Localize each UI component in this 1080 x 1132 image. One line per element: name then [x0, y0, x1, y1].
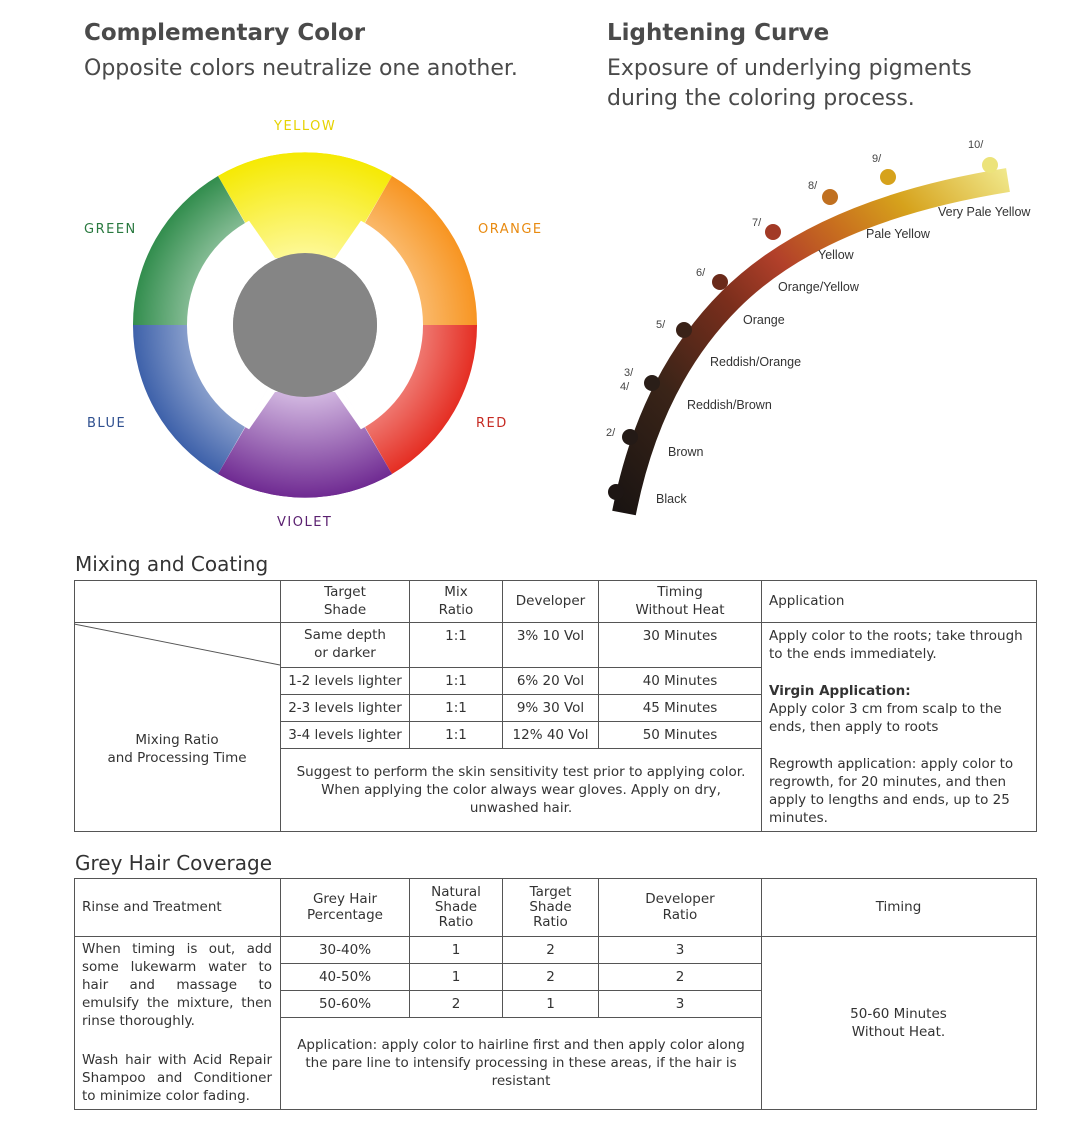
- mixing-title: Mixing and Coating: [75, 552, 269, 576]
- row4-timing: 50 Minutes: [642, 727, 718, 743]
- pigment-black: Black: [656, 492, 687, 506]
- lightening-subtitle-2: during the coloring process.: [607, 86, 915, 111]
- knob-9: [880, 169, 896, 185]
- row4-ratio: 1:1: [445, 727, 467, 743]
- level-9: 9/: [872, 153, 882, 165]
- grey-row2-pct: 40-50%: [318, 969, 372, 985]
- row1-timing: 30 Minutes: [642, 628, 718, 644]
- row2-developer: 6% 20 Vol: [516, 673, 585, 689]
- pigment-reddish-brown: Reddish/Brown: [687, 398, 772, 412]
- level-6: 6/: [696, 267, 706, 279]
- pigment-very-pale-yellow: Very Pale Yellow: [938, 205, 1031, 219]
- header-application: Application: [769, 593, 845, 609]
- header-target-shade: Target Shade: [323, 584, 367, 618]
- knob-6: [712, 274, 728, 290]
- header-grey-pct: Grey Hair Percentage: [307, 891, 383, 923]
- label-orange: ORANGE: [478, 222, 543, 237]
- grey-row1-developer: 3: [675, 942, 685, 958]
- mixing-note: Suggest to perform the skin sensitivity test prior to applying color. When applying the color always wear gloves. Apply on dry, unwashed hair.: [296, 764, 746, 816]
- row2-timing: 40 Minutes: [642, 673, 718, 689]
- application-first: Apply color to the roots; take through to the ends immediately.: [769, 628, 1023, 662]
- grey-row1-target: 2: [546, 942, 555, 958]
- grey-table: [74, 878, 1037, 1110]
- complementary-title: Complementary Color: [84, 20, 366, 46]
- knob-10: [982, 157, 998, 173]
- grey-title: Grey Hair Coverage: [75, 851, 273, 875]
- grey-row1-pct: 30-40%: [318, 942, 372, 958]
- knob-5: [676, 322, 692, 338]
- virgin-heading: Virgin Application:: [769, 683, 911, 699]
- pigment-reddish-orange: Reddish/Orange: [710, 355, 802, 369]
- row3-shade: 2-3 levels lighter: [288, 700, 402, 716]
- grey-row3-developer: 3: [675, 996, 685, 1012]
- header-target: Target Shade Ratio: [529, 883, 572, 930]
- row4-shade: 3-4 levels lighter: [288, 727, 402, 743]
- row1-ratio: 1:1: [445, 628, 467, 644]
- row1-developer: 3% 10 Vol: [516, 628, 585, 644]
- level-10: 10/: [968, 139, 984, 151]
- row1-shade: Same depth or darker: [304, 627, 386, 661]
- header-natural: Natural Shade Ratio: [431, 883, 481, 930]
- header-rinse: Rinse and Treatment: [82, 899, 222, 915]
- lightening-curve: [0, 0, 1080, 530]
- level-4: 4/: [620, 381, 630, 393]
- pigment-brown: Brown: [668, 445, 704, 459]
- grey-row3-target: 1: [546, 996, 555, 1012]
- lightening-title: Lightening Curve: [607, 20, 830, 46]
- level-3: 3/: [624, 367, 634, 379]
- row3-timing: 45 Minutes: [642, 700, 718, 716]
- row2-ratio: 1:1: [445, 673, 467, 689]
- grey-row1-natural: 1: [451, 942, 461, 958]
- virgin-text: Apply color 3 cm from scalp to the ends, then apply to roots: [769, 701, 1002, 735]
- pigment-yellow: Yellow: [818, 248, 854, 262]
- header-timing: Timing Without Heat: [635, 584, 725, 618]
- diagonal-line: [74, 622, 281, 667]
- level-8: 8/: [808, 180, 818, 192]
- grey-timing-value: 50-60 Minutes Without Heat.: [850, 1006, 947, 1040]
- pigment-orange-yellow: Orange/Yellow: [778, 280, 859, 294]
- pigment-pale-yellow: Pale Yellow: [866, 227, 930, 241]
- knob-2-lower: [608, 484, 624, 500]
- grey-row3-pct: 50-60%: [318, 996, 372, 1012]
- knob-2: [622, 429, 638, 445]
- label-red: RED: [476, 416, 508, 431]
- level-5: 5/: [656, 319, 666, 331]
- row2-shade: 1-2 levels lighter: [288, 673, 402, 689]
- header-timing: Timing: [875, 899, 922, 915]
- knob-3-4: [644, 375, 660, 391]
- row-label-mixing-ratio: Mixing Ratio and Processing Time: [107, 732, 247, 766]
- lightening-subtitle-1: Exposure of underlying pigments: [607, 56, 972, 81]
- grey-row2-developer: 2: [675, 969, 685, 985]
- grey-row2-natural: 1: [451, 969, 461, 985]
- rinse-text-1: When timing is out, add some lukewarm water to hair and massage to emulsify the mixture, then rinse thoroughly.: [82, 941, 272, 1029]
- regrowth-text: Regrowth application: apply color to regrowth, for 20 minutes, and then apply to lengths and ends, up to 25 minutes.: [769, 756, 1014, 826]
- curve-band: [624, 180, 1008, 513]
- level-2: 2/: [606, 427, 616, 439]
- knob-8: [822, 189, 838, 205]
- grey-row3-natural: 2: [451, 996, 461, 1012]
- header-developer: Developer: [515, 593, 586, 609]
- grey-row2-target: 2: [546, 969, 555, 985]
- header-developer-ratio: Developer Ratio: [645, 891, 715, 923]
- row3-ratio: 1:1: [445, 700, 467, 716]
- pigment-orange: Orange: [743, 313, 785, 327]
- mixing-table: [74, 580, 1037, 832]
- knob-7: [765, 224, 781, 240]
- grey-application: Application: apply color to hairline first and then apply color along the pare line to intensify processing in these areas, if the hair is resistant: [297, 1037, 745, 1089]
- level-7: 7/: [752, 217, 762, 229]
- label-yellow: YELLOW: [274, 119, 337, 134]
- row4-developer: 12% 40 Vol: [512, 727, 589, 743]
- label-violet: VIOLET: [277, 515, 333, 530]
- header-mix-ratio: Mix Ratio: [438, 584, 474, 618]
- label-green: GREEN: [84, 222, 137, 237]
- rinse-text-2: Wash hair with Acid Repair Shampoo and Conditioner to minimize color fading.: [82, 1052, 272, 1104]
- complementary-subtitle: Opposite colors neutralize one another.: [84, 56, 518, 81]
- label-blue: BLUE: [87, 416, 127, 431]
- row3-developer: 9% 30 Vol: [516, 700, 585, 716]
